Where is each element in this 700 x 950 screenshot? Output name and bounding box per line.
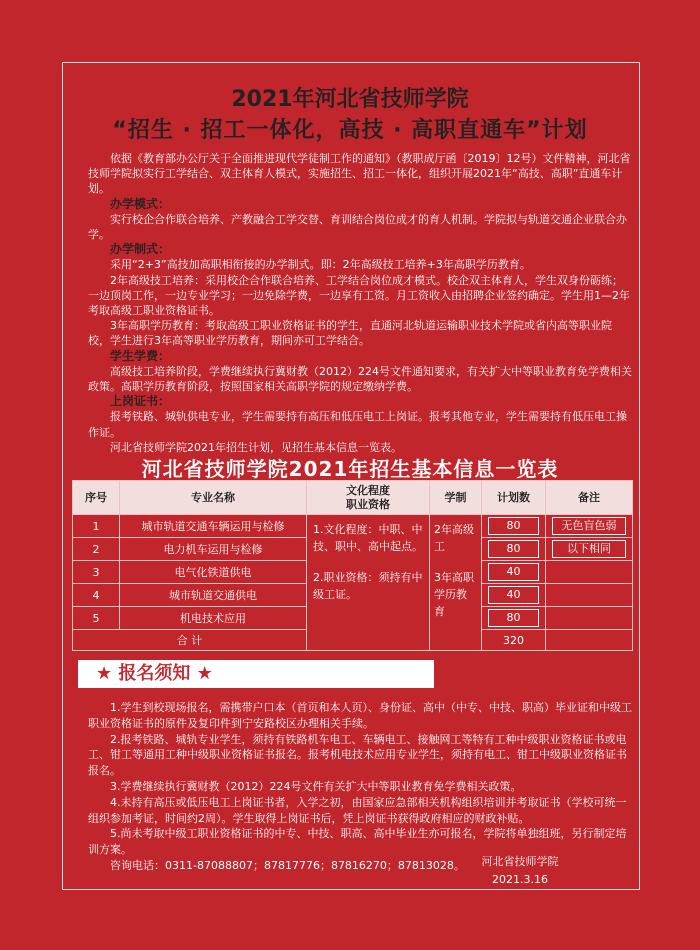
- note-item: 3.学费继续执行冀财教（2012）224号文件有关扩大中等职业教育免学费相关政策。: [110, 779, 522, 793]
- footer-org: 河北省技师学院: [481, 855, 559, 868]
- notes-section: [88, 700, 633, 874]
- row-no: 4: [73, 584, 120, 607]
- remark-2: 以下相同: [552, 540, 626, 558]
- header-major: 专业名称: [120, 481, 307, 515]
- row-remark: [546, 538, 633, 561]
- footer-date: 2021.3.16: [492, 873, 548, 886]
- header-remark: 备注: [546, 481, 633, 515]
- header-plan: 计划数: [482, 481, 546, 515]
- signature-block: [460, 853, 580, 889]
- table-header-row: [73, 481, 633, 515]
- cert-paragraph: 报考铁路、城轨供电专业，学生需要持有高压和低压电工上岗证。报考其他专业，学生需要持有低压电工操作证。: [88, 410, 627, 439]
- notes-banner: ★ 报名须知 ★: [78, 660, 434, 688]
- table-title: 河北省技师学院2021年招生基本信息一览表: [141, 457, 559, 481]
- plan-value: 80: [488, 609, 539, 627]
- row-major: 电气化铁道供电: [120, 561, 307, 584]
- fee-paragraph: 高级技工培养阶段，学费继续执行冀财教（2012）224号文件通知要求，有关扩大中等职业教育免学费相关政策。高职学历教育阶段，按照国家相关高职学院的规定缴纳学费。: [88, 364, 632, 394]
- row-no: 5: [73, 607, 120, 630]
- req-text-2: 2.职业资格：须持有中级工证。: [313, 571, 423, 601]
- row-plan: [482, 607, 546, 630]
- row-major: 城市轨道交通车辆运用与检修: [120, 515, 307, 538]
- row-major: 电力机车运用与检修: [120, 538, 307, 561]
- fee-heading: 学生学费：: [110, 348, 171, 363]
- duration-text-1: 2年高级工: [434, 523, 474, 553]
- system-paragraph-2: 2年高级技工培养：采用校企合作联合培养、工学结合岗位成才模式。校企双主体育人，学生双身份砺练；一边顶岗工作，一边专业学习；一边免除学费，一边享有工资。月工资收入由招聘企业签约确定。学生用1—2年考取高级工职业资格证书。: [88, 273, 630, 318]
- row-no: 2: [73, 538, 120, 561]
- contact-phone: 咨询电话：0311-87088807；87817776；87816270；87813028。: [110, 858, 465, 872]
- note-item: 2.报考铁路、城轨专业学生，须持有铁路机车电工、车辆电工、接触网工等特有工种中级职业资格证书或电工、钳工等通用工种中级职业资格证书报名。报考机电技术应用专业学生，须持有电工、钳工中级职业资格证书报名。: [88, 732, 627, 778]
- plan-value: 40: [488, 586, 539, 604]
- plan-value: 80: [488, 517, 539, 535]
- duration-text-2: 3年高职学历教育: [434, 571, 474, 618]
- intro-section: [88, 151, 633, 455]
- total-value: 320: [482, 630, 546, 651]
- plan-reference: 河北省技师学院2021年招生计划，见招生基本信息一览表。: [110, 440, 402, 454]
- header-req: 文化程度 职业资格: [307, 481, 430, 515]
- row-plan: [482, 515, 546, 538]
- row-remark: [546, 607, 633, 630]
- row-major: 机电技术应用: [120, 607, 307, 630]
- row-no: 1: [73, 515, 120, 538]
- req-text-1: 1.文化程度：中职、中技、职中、高中起点。: [313, 523, 423, 553]
- page-title: 2021年河北省技师学院: [231, 87, 469, 112]
- page-subtitle: “招生 · 招工一体化，高技 · 高职直通车”计划: [112, 118, 588, 143]
- enrollment-table: [72, 480, 633, 651]
- row-remark: [546, 561, 633, 584]
- note-item: 1.学生到校现场报名，需携带户口本（首页和本人页）、身份证、高中（中专、中技、职高）毕业证和中级工职业资格证书的原件及复印件到宁安路校区办理相关手续。: [88, 701, 632, 730]
- total-label: 合 计: [73, 630, 307, 651]
- note-item: 4.未持有高压或低压电工上岗证书者，入学之初，由国家应急部相关机构组织培训并考取证书（学校可统一组织参加考证，时间约2周）。学生取得上岗证书后，凭上岗证书获得政府相应的财政补贴。: [88, 795, 627, 825]
- note-item: 5.尚未考取中级工职业资格证书的中专、中技、职高、高中毕业生亦可报名，学院将单独组班，另行制定培训方案。: [88, 827, 627, 857]
- row-plan: [482, 538, 546, 561]
- mode-paragraph: 实行校企合作联合培养、产教融合工学交替、育训结合岗位成才的育人机制。学院拟与轨道交通企业联合办学。: [88, 212, 627, 242]
- header-duration: 学制: [430, 481, 482, 515]
- system-paragraph-1: 采用“2+3”高技加高职相衔接的办学制式。即：2年高级技工培养+3年高职学历教育。: [110, 258, 531, 272]
- row-major: 城市轨道交通供电: [120, 584, 307, 607]
- requirement-cell: [307, 515, 430, 651]
- plan-value: 40: [488, 563, 539, 581]
- system-heading: 办学制式：: [110, 242, 171, 257]
- mode-heading: 办学模式：: [110, 196, 171, 211]
- plan-value: 80: [488, 540, 539, 558]
- intro-paragraph: 依据《教育部办公厅关于全面推进现代学徒制工作的通知》（教职成厅函〔2019〕12号）文件精神，河北省技师学院拟实行工学结合、双主体育人模式，实施招生、招工一体化，组织开展2021年“高技、高职”直通车计划。: [88, 152, 631, 196]
- row-remark: [546, 515, 633, 538]
- system-paragraph-3: 3年高职学历教育：考取高级工职业资格证书的学生，直通河北轨道运输职业技术学院或省内高等职业院校，学生进行3年高等职业学历教育，期间亦可工学结合。: [88, 319, 612, 348]
- remark-1: 无色盲色弱: [552, 517, 626, 535]
- duration-cell: [430, 515, 482, 651]
- row-no: 3: [73, 561, 120, 584]
- row-remark: [546, 584, 633, 607]
- table-row: [73, 515, 633, 538]
- cert-heading: 上岗证书：: [110, 394, 171, 409]
- header-no: 序号: [73, 481, 120, 515]
- row-plan: [482, 561, 546, 584]
- row-plan: [482, 584, 546, 607]
